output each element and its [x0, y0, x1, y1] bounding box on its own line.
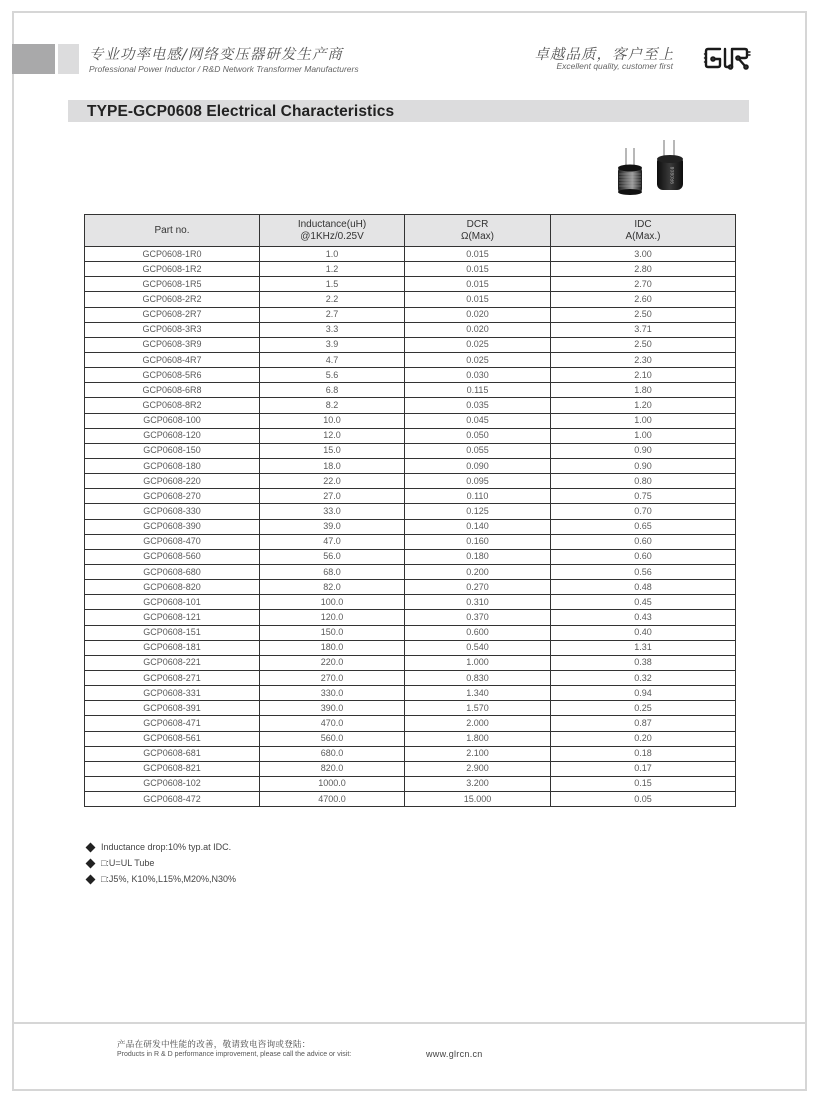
- slogan-en: Excellent quality, customer first: [556, 61, 673, 71]
- cell-part-no: GCP0608-8R2: [85, 398, 260, 413]
- diamond-bullet-icon: [86, 842, 96, 852]
- cell-idc: 0.75: [551, 489, 736, 504]
- cell-inductance: 82.0: [260, 580, 405, 595]
- table-row: [85, 247, 736, 262]
- cell-part-no: GCP0608-151: [85, 625, 260, 640]
- cell-part-no: GCP0608-471: [85, 716, 260, 731]
- cell-idc: 0.80: [551, 474, 736, 489]
- table-row: [85, 701, 736, 716]
- cell-idc: 0.60: [551, 549, 736, 564]
- footer-divider: [12, 1022, 807, 1024]
- cell-inductance: 1.5: [260, 277, 405, 292]
- cell-inductance: 330.0: [260, 686, 405, 701]
- cell-inductance: 33.0: [260, 504, 405, 519]
- cell-inductance: 1.2: [260, 262, 405, 277]
- column-header-idc: IDC A(Max.): [551, 215, 736, 247]
- cell-dcr: 0.310: [405, 595, 551, 610]
- table-row: [85, 474, 736, 489]
- cell-idc: 2.50: [551, 307, 736, 322]
- cell-dcr: 0.025: [405, 352, 551, 367]
- slogan-cn: 卓越品质，客户至上: [534, 47, 674, 63]
- cell-idc: 0.20: [551, 731, 736, 746]
- cell-dcr: 0.140: [405, 519, 551, 534]
- cell-dcr: 1.570: [405, 701, 551, 716]
- cell-dcr: 2.900: [405, 761, 551, 776]
- cell-inductance: 100.0: [260, 595, 405, 610]
- table-row: [85, 277, 736, 292]
- cell-idc: 0.48: [551, 580, 736, 595]
- cell-dcr: 0.180: [405, 549, 551, 564]
- cell-part-no: GCP0608-1R2: [85, 262, 260, 277]
- cell-inductance: 2.7: [260, 307, 405, 322]
- cell-inductance: 180.0: [260, 640, 405, 655]
- cell-idc: 1.00: [551, 413, 736, 428]
- website-link[interactable]: www.glrcn.cn: [426, 1049, 483, 1059]
- table-row: [85, 564, 736, 579]
- table-row: [85, 640, 736, 655]
- cell-idc: 0.65: [551, 519, 736, 534]
- header-accent-block-light: [58, 44, 79, 74]
- cell-idc: 2.80: [551, 262, 736, 277]
- cell-inductance: 390.0: [260, 701, 405, 716]
- cell-inductance: 470.0: [260, 716, 405, 731]
- table-row: [85, 489, 736, 504]
- cell-inductance: 1.0: [260, 247, 405, 262]
- cell-part-no: GCP0608-560: [85, 549, 260, 564]
- cell-idc: 3.00: [551, 247, 736, 262]
- cell-part-no: GCP0608-270: [85, 489, 260, 504]
- cell-part-no: GCP0608-221: [85, 655, 260, 670]
- cell-dcr: 0.045: [405, 413, 551, 428]
- cell-dcr: 0.090: [405, 458, 551, 473]
- column-header-inductance: Inductance(uH) @1KHz/0.25V: [260, 215, 405, 247]
- cell-dcr: 0.370: [405, 610, 551, 625]
- cell-idc: 2.70: [551, 277, 736, 292]
- cell-dcr: 15.000: [405, 792, 551, 807]
- cell-idc: 1.31: [551, 640, 736, 655]
- table-row: [85, 761, 736, 776]
- cell-part-no: GCP0608-330: [85, 504, 260, 519]
- table-header-row: [85, 215, 736, 247]
- cell-inductance: 150.0: [260, 625, 405, 640]
- cell-part-no: GCP0608-220: [85, 474, 260, 489]
- cell-idc: 0.90: [551, 458, 736, 473]
- cell-idc: 1.20: [551, 398, 736, 413]
- glr-logo-icon: [703, 44, 751, 72]
- cell-part-no: GCP0608-2R2: [85, 292, 260, 307]
- note-item: □:J5%, K10%,L15%,M20%,N30%: [86, 871, 236, 887]
- cell-dcr: 0.270: [405, 580, 551, 595]
- cell-dcr: 0.015: [405, 247, 551, 262]
- cell-idc: 0.56: [551, 564, 736, 579]
- cell-part-no: GCP0608-1R0: [85, 247, 260, 262]
- table-row: [85, 776, 736, 791]
- inductor-product-photo: [612, 138, 702, 198]
- cell-part-no: GCP0608-470: [85, 534, 260, 549]
- table-row: [85, 534, 736, 549]
- cell-inductance: 3.3: [260, 322, 405, 337]
- cell-idc: 2.10: [551, 368, 736, 383]
- cell-part-no: GCP0608-181: [85, 640, 260, 655]
- cell-inductance: 4700.0: [260, 792, 405, 807]
- cell-part-no: GCP0608-680: [85, 564, 260, 579]
- cell-part-no: GCP0608-120: [85, 428, 260, 443]
- cell-idc: 0.17: [551, 761, 736, 776]
- cell-inductance: 1000.0: [260, 776, 405, 791]
- cell-inductance: 15.0: [260, 443, 405, 458]
- cell-inductance: 18.0: [260, 458, 405, 473]
- cell-inductance: 39.0: [260, 519, 405, 534]
- cell-part-no: GCP0608-100: [85, 413, 260, 428]
- cell-idc: 2.30: [551, 352, 736, 367]
- section-title-bar: [68, 100, 749, 122]
- table-row: [85, 655, 736, 670]
- table-row: [85, 686, 736, 701]
- cell-idc: 0.32: [551, 670, 736, 685]
- table-row: [85, 792, 736, 807]
- cell-dcr: 0.030: [405, 368, 551, 383]
- cell-idc: 0.40: [551, 625, 736, 640]
- cell-idc: 0.60: [551, 534, 736, 549]
- cell-part-no: GCP0608-561: [85, 731, 260, 746]
- table-body: [85, 247, 736, 807]
- cell-idc: 0.18: [551, 746, 736, 761]
- diamond-bullet-icon: [86, 858, 96, 868]
- cell-inductance: 5.6: [260, 368, 405, 383]
- table-row: [85, 519, 736, 534]
- cell-part-no: GCP0608-271: [85, 670, 260, 685]
- cell-part-no: GCP0608-102: [85, 776, 260, 791]
- cell-dcr: 0.540: [405, 640, 551, 655]
- page-title: TYPE-GCP0608 Electrical Characteristics: [87, 103, 395, 120]
- cell-dcr: 0.110: [405, 489, 551, 504]
- cell-idc: 0.05: [551, 792, 736, 807]
- cell-part-no: GCP0608-821: [85, 761, 260, 776]
- cell-dcr: 0.125: [405, 504, 551, 519]
- cell-part-no: GCP0608-391: [85, 701, 260, 716]
- cell-idc: 0.43: [551, 610, 736, 625]
- cell-part-no: GCP0608-121: [85, 610, 260, 625]
- table-row: [85, 307, 736, 322]
- footer-text-cn: 产品在研发中性能的改善，敬请致电咨询或登陆：: [117, 1040, 311, 1050]
- cell-idc: 0.94: [551, 686, 736, 701]
- table-row: [85, 337, 736, 352]
- cell-part-no: GCP0608-1R5: [85, 277, 260, 292]
- cell-inductance: 56.0: [260, 549, 405, 564]
- cell-inductance: 560.0: [260, 731, 405, 746]
- cell-inductance: 10.0: [260, 413, 405, 428]
- cell-inductance: 820.0: [260, 761, 405, 776]
- cell-idc: 0.87: [551, 716, 736, 731]
- header-accent-block-dark: [12, 44, 55, 74]
- cell-dcr: 0.200: [405, 564, 551, 579]
- cell-inductance: 68.0: [260, 564, 405, 579]
- cell-inductance: 270.0: [260, 670, 405, 685]
- table-row: [85, 670, 736, 685]
- cell-dcr: 0.600: [405, 625, 551, 640]
- cell-idc: 0.45: [551, 595, 736, 610]
- cell-dcr: 0.050: [405, 428, 551, 443]
- table-row: [85, 458, 736, 473]
- note-item: Inductance drop:10% typ.at IDC.: [86, 839, 236, 855]
- cell-dcr: 0.020: [405, 307, 551, 322]
- cell-dcr: 0.025: [405, 337, 551, 352]
- cell-idc: 2.60: [551, 292, 736, 307]
- cell-dcr: 1.800: [405, 731, 551, 746]
- footer-text-en: Products in R & D performance improvement, please call the advice or visit:: [117, 1051, 352, 1058]
- notes-list: [86, 839, 236, 887]
- cell-inductance: 22.0: [260, 474, 405, 489]
- cell-dcr: 0.055: [405, 443, 551, 458]
- column-header-part-no: Part no.: [85, 215, 260, 247]
- table-row: [85, 428, 736, 443]
- cell-dcr: 1.340: [405, 686, 551, 701]
- company-tagline-en: Professional Power Inductor / R&D Network Transformer Manufacturers: [89, 64, 359, 74]
- cell-dcr: 1.000: [405, 655, 551, 670]
- cell-part-no: GCP0608-681: [85, 746, 260, 761]
- table-row: [85, 625, 736, 640]
- note-item: □:U=UL Tube: [86, 855, 236, 871]
- cell-part-no: GCP0608-5R6: [85, 368, 260, 383]
- cell-part-no: GCP0608-180: [85, 458, 260, 473]
- table-row: [85, 746, 736, 761]
- cell-part-no: GCP0608-101: [85, 595, 260, 610]
- cell-inductance: 680.0: [260, 746, 405, 761]
- table-row: [85, 580, 736, 595]
- cell-idc: 1.00: [551, 428, 736, 443]
- cell-dcr: 2.100: [405, 746, 551, 761]
- cell-idc: 0.25: [551, 701, 736, 716]
- cell-idc: 0.15: [551, 776, 736, 791]
- table-row: [85, 443, 736, 458]
- cell-dcr: 0.160: [405, 534, 551, 549]
- cell-dcr: 0.015: [405, 277, 551, 292]
- cell-part-no: GCP0608-390: [85, 519, 260, 534]
- cell-idc: 0.38: [551, 655, 736, 670]
- cell-part-no: GCP0608-4R7: [85, 352, 260, 367]
- column-header-dcr: DCR Ω(Max): [405, 215, 551, 247]
- table-row: [85, 262, 736, 277]
- cell-idc: 0.70: [551, 504, 736, 519]
- cell-dcr: 0.035: [405, 398, 551, 413]
- cell-inductance: 12.0: [260, 428, 405, 443]
- cell-idc: 0.90: [551, 443, 736, 458]
- cell-part-no: GCP0608-6R8: [85, 383, 260, 398]
- company-tagline-cn: 专业功率电感/网络变压器研发生产商: [89, 47, 343, 63]
- table-row: [85, 549, 736, 564]
- cell-dcr: 2.000: [405, 716, 551, 731]
- cell-idc: 3.71: [551, 322, 736, 337]
- cell-inductance: 2.2: [260, 292, 405, 307]
- table-row: [85, 504, 736, 519]
- cell-inductance: 120.0: [260, 610, 405, 625]
- cell-dcr: 0.095: [405, 474, 551, 489]
- cell-inductance: 47.0: [260, 534, 405, 549]
- cell-idc: 1.80: [551, 383, 736, 398]
- table-row: [85, 731, 736, 746]
- cell-part-no: GCP0608-820: [85, 580, 260, 595]
- svg-text:9R0808: 9R0808: [671, 166, 676, 184]
- diamond-bullet-icon: [86, 874, 96, 884]
- electrical-characteristics-table: [84, 214, 736, 807]
- table-row: [85, 383, 736, 398]
- cell-dcr: 0.830: [405, 670, 551, 685]
- cell-part-no: GCP0608-331: [85, 686, 260, 701]
- table-row: [85, 413, 736, 428]
- cell-part-no: GCP0608-472: [85, 792, 260, 807]
- table-row: [85, 352, 736, 367]
- cell-part-no: GCP0608-3R9: [85, 337, 260, 352]
- cell-inductance: 4.7: [260, 352, 405, 367]
- table-row: [85, 716, 736, 731]
- cell-part-no: GCP0608-150: [85, 443, 260, 458]
- table-row: [85, 368, 736, 383]
- cell-inductance: 6.8: [260, 383, 405, 398]
- cell-dcr: 0.015: [405, 292, 551, 307]
- cell-dcr: 0.015: [405, 262, 551, 277]
- cell-part-no: GCP0608-2R7: [85, 307, 260, 322]
- cell-dcr: 3.200: [405, 776, 551, 791]
- table-row: [85, 322, 736, 337]
- cell-idc: 2.50: [551, 337, 736, 352]
- cell-part-no: GCP0608-3R3: [85, 322, 260, 337]
- cell-inductance: 27.0: [260, 489, 405, 504]
- table-row: [85, 398, 736, 413]
- table-row: [85, 595, 736, 610]
- table-row: [85, 610, 736, 625]
- cell-inductance: 220.0: [260, 655, 405, 670]
- cell-inductance: 8.2: [260, 398, 405, 413]
- cell-dcr: 0.020: [405, 322, 551, 337]
- cell-inductance: 3.9: [260, 337, 405, 352]
- cell-dcr: 0.115: [405, 383, 551, 398]
- table-row: [85, 292, 736, 307]
